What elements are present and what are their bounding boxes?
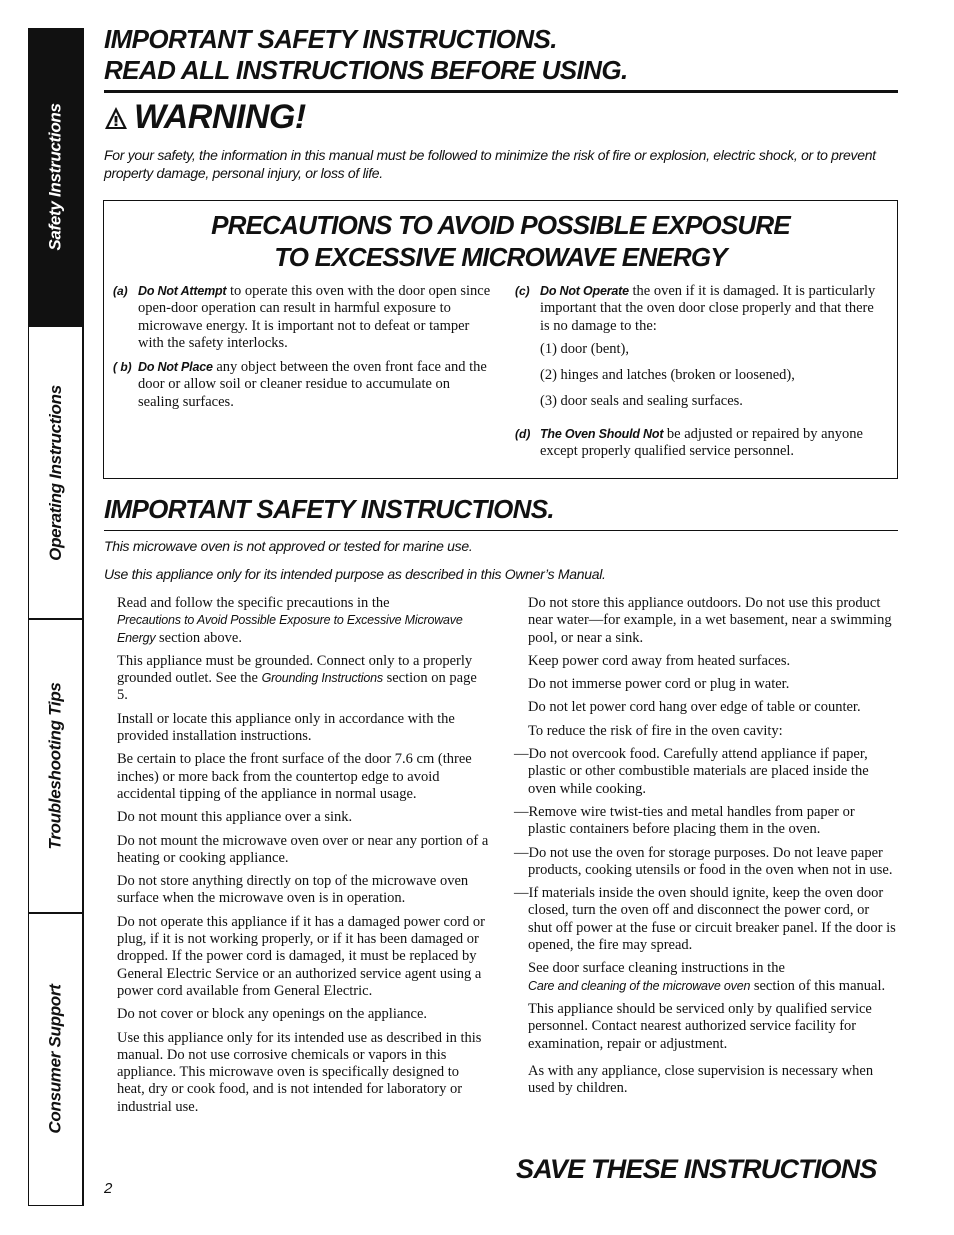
instruction-door-placement: Be certain to place the front surface of the door 7.6 cm (three inches) or more back from the countertop edge to avoid accidental tipping of the appliance in normal usage. xyxy=(117,751,472,802)
instruction-text: Read and follow the specific precautions in the xyxy=(117,595,390,611)
safety-instructions-divider xyxy=(104,530,898,531)
instructions-left-column xyxy=(117,595,489,1122)
precaution-b-lead: Do Not Place xyxy=(138,360,213,375)
precaution-a-lead: Do Not Attempt xyxy=(138,284,227,298)
tab-safety-instructions-label: Safety Instructions xyxy=(45,103,65,251)
instruction-door-cleaning xyxy=(528,960,896,995)
instruction-child-supervision: As with any appliance, close supervision is necessary when used by children. xyxy=(528,1062,874,1097)
instruction-no-immerse: Do not immerse power cord or plug in water. xyxy=(528,676,790,693)
instruction-read-precautions xyxy=(117,595,489,647)
damage-item-door: (1) door (bent), xyxy=(540,340,629,357)
instructions-right-column xyxy=(514,595,896,1103)
instruction-fire-risk-intro: To reduce the risk of fire in the oven cavity: xyxy=(528,722,783,739)
precaution-a xyxy=(104,283,494,352)
fire-risk-storage: —Do not use the oven for storage purposes. Do not leave paper products, cooking utensils or food in the oven when not in use. xyxy=(514,844,893,878)
header-line-1: IMPORTANT SAFETY INSTRUCTIONS. xyxy=(104,24,557,54)
precautions-left-column xyxy=(104,283,494,418)
precautions-box xyxy=(103,200,898,479)
precaution-a-text: to operate this oven with the door open since open-door operation can result in harmful exposure to microwave energy. It is important not to defeat or tamper with the safety interlocks. xyxy=(138,283,491,351)
warning-title: WARNING! xyxy=(134,98,306,136)
precautions-right-column xyxy=(506,283,886,467)
precautions-title xyxy=(104,209,897,273)
instruction-text: This appliance must be grounded. Connect only to a properly grounded outlet. See the xyxy=(117,652,473,687)
tab-operating-instructions-label: Operating Instructions xyxy=(45,385,65,561)
save-instructions-heading: SAVE THESE INSTRUCTIONS xyxy=(516,1154,877,1184)
warning-heading xyxy=(104,98,306,137)
precaution-d-text: be adjusted or repaired by anyone except properly qualified service personnel. xyxy=(540,425,863,460)
grounding-reference: Grounding Instructions xyxy=(261,671,383,686)
damage-item-seals: (3) door seals and sealing surfaces. xyxy=(540,393,743,410)
instruction-install: Install or locate this appliance only in accordance with the provided installation instructions. xyxy=(117,710,455,745)
instruction-text: section of this manual. xyxy=(750,977,886,994)
tab-consumer-support-label: Consumer Support xyxy=(45,984,65,1134)
instruction-grounding xyxy=(117,653,489,705)
precaution-a-tag: (a) xyxy=(113,284,128,298)
tab-troubleshooting-tips-label: Troubleshooting Tips xyxy=(45,682,65,850)
warning-triangle-icon xyxy=(104,106,128,130)
fire-risk-ignite: —If materials inside the oven should ignite, keep the oven door closed, turn the oven off and disconnect the power cord, or shut off power at the fuse or circuit breaker panel. If the door is opened, the fire may spread. xyxy=(514,885,896,954)
instruction-text: section on page 5. xyxy=(117,670,477,704)
precautions-title-line-2: TO EXCESSIVE MICROWAVE ENERGY xyxy=(274,242,727,272)
precaution-c-lead: Do Not Operate xyxy=(540,284,629,298)
precautions-section-reference: Precautions to Avoid Possible Exposure to Excessive Microwave Energy xyxy=(117,613,463,645)
instruction-text: See door surface cleaning instructions in the xyxy=(528,960,785,977)
precaution-b-tag: ( b) xyxy=(113,360,132,375)
page-header xyxy=(104,24,898,86)
precaution-d-lead: The Oven Should Not xyxy=(540,426,664,441)
precaution-b-text: any object between the oven front face and the door or allow soil or cleaner residue to accumulate on sealing surfaces. xyxy=(138,359,487,410)
precaution-c xyxy=(506,283,886,411)
precaution-d xyxy=(506,426,886,461)
instruction-no-heat-mount: Do not mount the microwave oven over or near any portion of a heating or cooking appliance. xyxy=(117,832,489,866)
precaution-d-tag: (d) xyxy=(515,426,531,441)
section-tab-bar xyxy=(28,28,84,1206)
instruction-no-outdoors: Do not store this appliance outdoors. Do not use this product near water—for example, in a wet basement, near a swimming pool, or near a sink. xyxy=(528,595,892,646)
precaution-b xyxy=(104,359,494,411)
instruction-cord-heat: Keep power cord away from heated surfaces. xyxy=(528,652,791,669)
damage-item-hinges: (2) hinges and latches (broken or loosened), xyxy=(540,367,795,384)
tab-consumer-support[interactable] xyxy=(28,912,82,1206)
header-divider xyxy=(104,90,898,93)
tab-operating-instructions[interactable] xyxy=(28,326,82,620)
instruction-qualified-service: This appliance should be serviced only by qualified service personnel. Contact nearest authorized service facility for examination, repair or adjustment. xyxy=(528,1000,872,1052)
intended-use-note: Use this appliance only for its intended purpose as described in this Owner’s Manual. xyxy=(104,566,606,582)
fire-risk-overcook: —Do not overcook food. Carefully attend appliance if paper, plastic or other combustible materials are placed inside the oven while cooking. xyxy=(514,746,869,797)
tab-troubleshooting-tips[interactable] xyxy=(28,618,82,914)
instruction-no-top-storage: Do not store anything directly on top of the microwave oven surface when the microwave oven is in operation. xyxy=(117,873,469,907)
instruction-damaged-cord: Do not operate this appliance if it has a damaged power cord or plug, if it is not working properly, or if it has been damaged or dropped. If the power cord is damaged, it must be replaced by General Electric Service or an authorized service agent using a power cord available from General Electric. xyxy=(117,913,486,999)
header-line-2: READ ALL INSTRUCTIONS BEFORE USING. xyxy=(104,55,628,85)
care-cleaning-reference: Care and cleaning of the microwave oven xyxy=(528,978,751,993)
page-number: 2 xyxy=(104,1180,113,1197)
tab-safety-instructions[interactable] xyxy=(28,28,82,326)
marine-use-note: This microwave oven is not approved or tested for marine use. xyxy=(104,538,473,554)
instruction-no-block-openings: Do not cover or block any openings on the appliance. xyxy=(117,1006,428,1023)
tab-bar-edge xyxy=(82,28,84,1206)
instruction-cord-hang: Do not let power cord hang over edge of table or counter. xyxy=(528,699,861,716)
damage-list xyxy=(540,341,886,411)
instruction-no-sink-mount: Do not mount this appliance over a sink. xyxy=(117,809,353,826)
instruction-intended-use: Use this appliance only for its intended use as described in this manual. Do not use corrosive chemicals or vapors in this appliance. This microwave oven is specifically designed to heat, dry or cook food, and is not intended for laboratory or industrial use. xyxy=(117,1029,482,1115)
precaution-c-tag: (c) xyxy=(515,284,530,298)
precautions-title-line-1: PRECAUTIONS TO AVOID POSSIBLE EXPOSURE xyxy=(211,210,790,240)
warning-text: For your safety, the information in this manual must be followed to minimize the risk of fire or explosion, electric shock, or to prevent property damage, personal injury, or loss of life. xyxy=(104,147,876,181)
precaution-c-text: the oven if it is damaged. It is particularly important that the oven door close properly and that there is no damage to the: xyxy=(540,283,876,334)
fire-risk-twist-ties: —Remove wire twist-ties and metal handles from paper or plastic containers before placing them in the oven. xyxy=(514,803,855,838)
instruction-text: section above. xyxy=(155,629,242,646)
safety-instructions-title: IMPORTANT SAFETY INSTRUCTIONS. xyxy=(104,494,554,524)
